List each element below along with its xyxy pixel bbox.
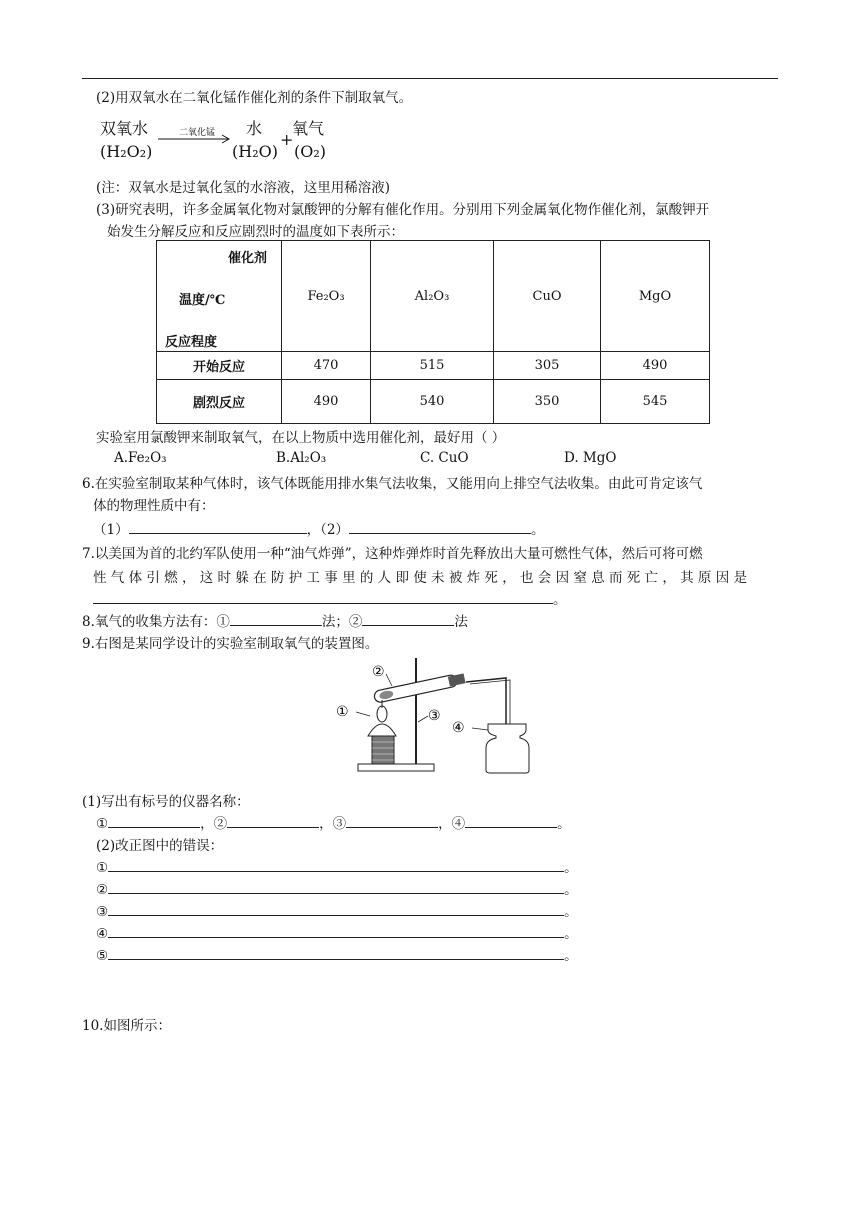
table-cell: 515	[371, 352, 494, 380]
fix-end: 。	[564, 882, 578, 898]
hdr-catalyst: 催化剂	[227, 251, 267, 266]
q8-prefix: 8.氧气的收集方法有：①	[82, 614, 230, 630]
table-cell: 490	[282, 380, 371, 424]
fix-line-5	[96, 944, 578, 964]
option-b: B.Al₂O₃	[276, 450, 327, 466]
fix-blank[interactable]	[108, 880, 564, 894]
q8-suffix: 法	[454, 614, 468, 630]
instrument-blank-2[interactable]	[227, 814, 319, 828]
row-label: 剧烈反应	[157, 380, 282, 424]
table-header-row	[157, 241, 710, 352]
reactant-name: 双氧水	[100, 119, 149, 138]
q6-answer-blank-1[interactable]	[129, 520, 307, 534]
col-header: Al₂O₃	[371, 241, 494, 352]
fix-blank[interactable]	[108, 924, 564, 938]
table-cell: 540	[371, 380, 494, 424]
table-corner-cell	[157, 241, 282, 352]
product1-formula: (H₂O)	[232, 142, 278, 161]
q7-line1: 7.以美国为首的北约军队使用一种“油气炸弹”，这种炸弹炸时首先释放出大量可燃性气体，然后可将可燃	[82, 546, 703, 562]
hdr-temp: 温度/℃	[179, 293, 226, 308]
blanks-end: 。	[557, 816, 571, 832]
q8-answer-blank-2[interactable]	[362, 612, 454, 626]
q9-part1: (1)写出有标号的仪器名称：	[82, 794, 250, 810]
fix-end: 。	[564, 860, 578, 876]
instrument-blank-1[interactable]	[108, 814, 200, 828]
fix-blank[interactable]	[108, 902, 564, 916]
fix-mark: ③	[96, 904, 109, 920]
col-header: CuO	[494, 241, 601, 352]
instrument-blank-3[interactable]	[346, 814, 438, 828]
table-cell: 545	[601, 380, 710, 424]
catalyst-table	[156, 240, 710, 424]
catalyst-label: 二氧化锰	[178, 128, 215, 138]
fix-end: 。	[564, 948, 578, 964]
q7-answer-blank[interactable]	[93, 590, 553, 604]
q6-blank1-label: （1）	[93, 522, 129, 538]
reactant-formula: (H₂O₂)	[100, 142, 153, 161]
row-label: 开始反应	[157, 352, 282, 380]
table-cell: 490	[601, 352, 710, 380]
product1-name: 水	[246, 119, 263, 138]
col-header: Fe₂O₃	[282, 241, 371, 352]
q6-blank2-label: ，（2）	[306, 522, 349, 538]
fix-line-4	[96, 922, 578, 942]
fix-blank[interactable]	[108, 946, 564, 960]
option-a: A.Fe₂O₃	[114, 450, 167, 466]
diagram-label-3: ③	[428, 708, 441, 724]
q9-name-blanks	[96, 812, 571, 832]
fix-blank[interactable]	[108, 858, 564, 872]
q5-part3-line2: 始发生分解反应和反应剧烈时的温度如下表所示：	[107, 224, 404, 240]
q7-end: 。	[553, 592, 567, 608]
fix-line-1	[96, 856, 578, 876]
table-cell: 350	[494, 380, 601, 424]
fix-line-3	[96, 900, 578, 920]
table-cell: 305	[494, 352, 601, 380]
fix-end: 。	[564, 904, 578, 920]
fix-mark: ②	[96, 882, 109, 898]
q5-note: (注：双氧水是过氧化氢的水溶液，这里用稀溶液)	[96, 180, 391, 196]
q6-end: 。	[530, 522, 545, 538]
q8-mid: 法；②	[321, 614, 363, 630]
fix-mark: ⑤	[96, 948, 109, 964]
diagram-label-2: ②	[372, 664, 385, 680]
table-cell: 470	[282, 352, 371, 380]
col-header: MgO	[601, 241, 710, 352]
fix-line-2	[96, 878, 578, 898]
apparatus-diagram	[330, 652, 530, 778]
q7-blank-line	[93, 588, 567, 608]
fix-end: 。	[564, 926, 578, 942]
plus-sign: +	[280, 130, 294, 149]
reaction-arrow-icon	[158, 134, 232, 144]
q9-intro: 9.右图是某同学设计的实验室制取氧气的装置图。	[82, 636, 379, 652]
product2-formula: (O₂)	[294, 142, 327, 161]
q6-line1: 6.在实验室制取某种气体时，该气体既能用排水集气法收集，又能用向上排空气法收集。由此可肯定该气	[82, 476, 703, 492]
product2-name: 氧气	[292, 119, 325, 138]
instrument-blank-4[interactable]	[465, 814, 557, 828]
hdr-degree: 反应程度	[165, 335, 218, 350]
table-row	[157, 352, 710, 380]
q7-line2: 性 气 体 引 燃 ， 这 时 躲 在 防 护 工 事 里 的 人 即 使 未 被 炸 死 ， 也 会 因 窒 息 而 死 亡 ， 其 原 因 是	[93, 570, 747, 586]
q6-blanks	[93, 518, 544, 538]
q9-part2: (2)改正图中的错误：	[96, 838, 224, 854]
q8-line	[82, 610, 468, 630]
mark-2: ，②	[200, 816, 228, 832]
q5-part2: (2)用双氧水在二氧化锰作催化剂的条件下制取氧气。	[96, 90, 413, 106]
fix-mark: ④	[96, 926, 109, 942]
q5-part3-line1: (3)研究表明，许多金属氧化物对氯酸钾的分解有催化作用。分别用下列金属氧化物作催化剂，氯酸钾开	[96, 202, 710, 218]
q8-answer-blank-1[interactable]	[230, 612, 322, 626]
option-d: D. MgO	[564, 450, 617, 466]
q5-question: 实验室用氯酸钾来制取氧气，在以上物质中选用催化剂，最好用（ ）	[96, 430, 506, 446]
mark-1: ①	[96, 816, 109, 832]
option-c: C. CuO	[420, 450, 469, 466]
mark-3: ，③	[319, 816, 347, 832]
diagram-label-1: ①	[336, 704, 349, 720]
q6-line2: 体的物理性质中有：	[93, 498, 215, 514]
diagram-label-4: ④	[452, 720, 465, 736]
q6-answer-blank-2[interactable]	[349, 520, 531, 534]
mark-4: ，④	[438, 816, 466, 832]
q10-text: 10.如图所示：	[82, 1018, 171, 1034]
fix-mark: ①	[96, 860, 109, 876]
header-rule	[82, 78, 778, 79]
table-row	[157, 380, 710, 424]
